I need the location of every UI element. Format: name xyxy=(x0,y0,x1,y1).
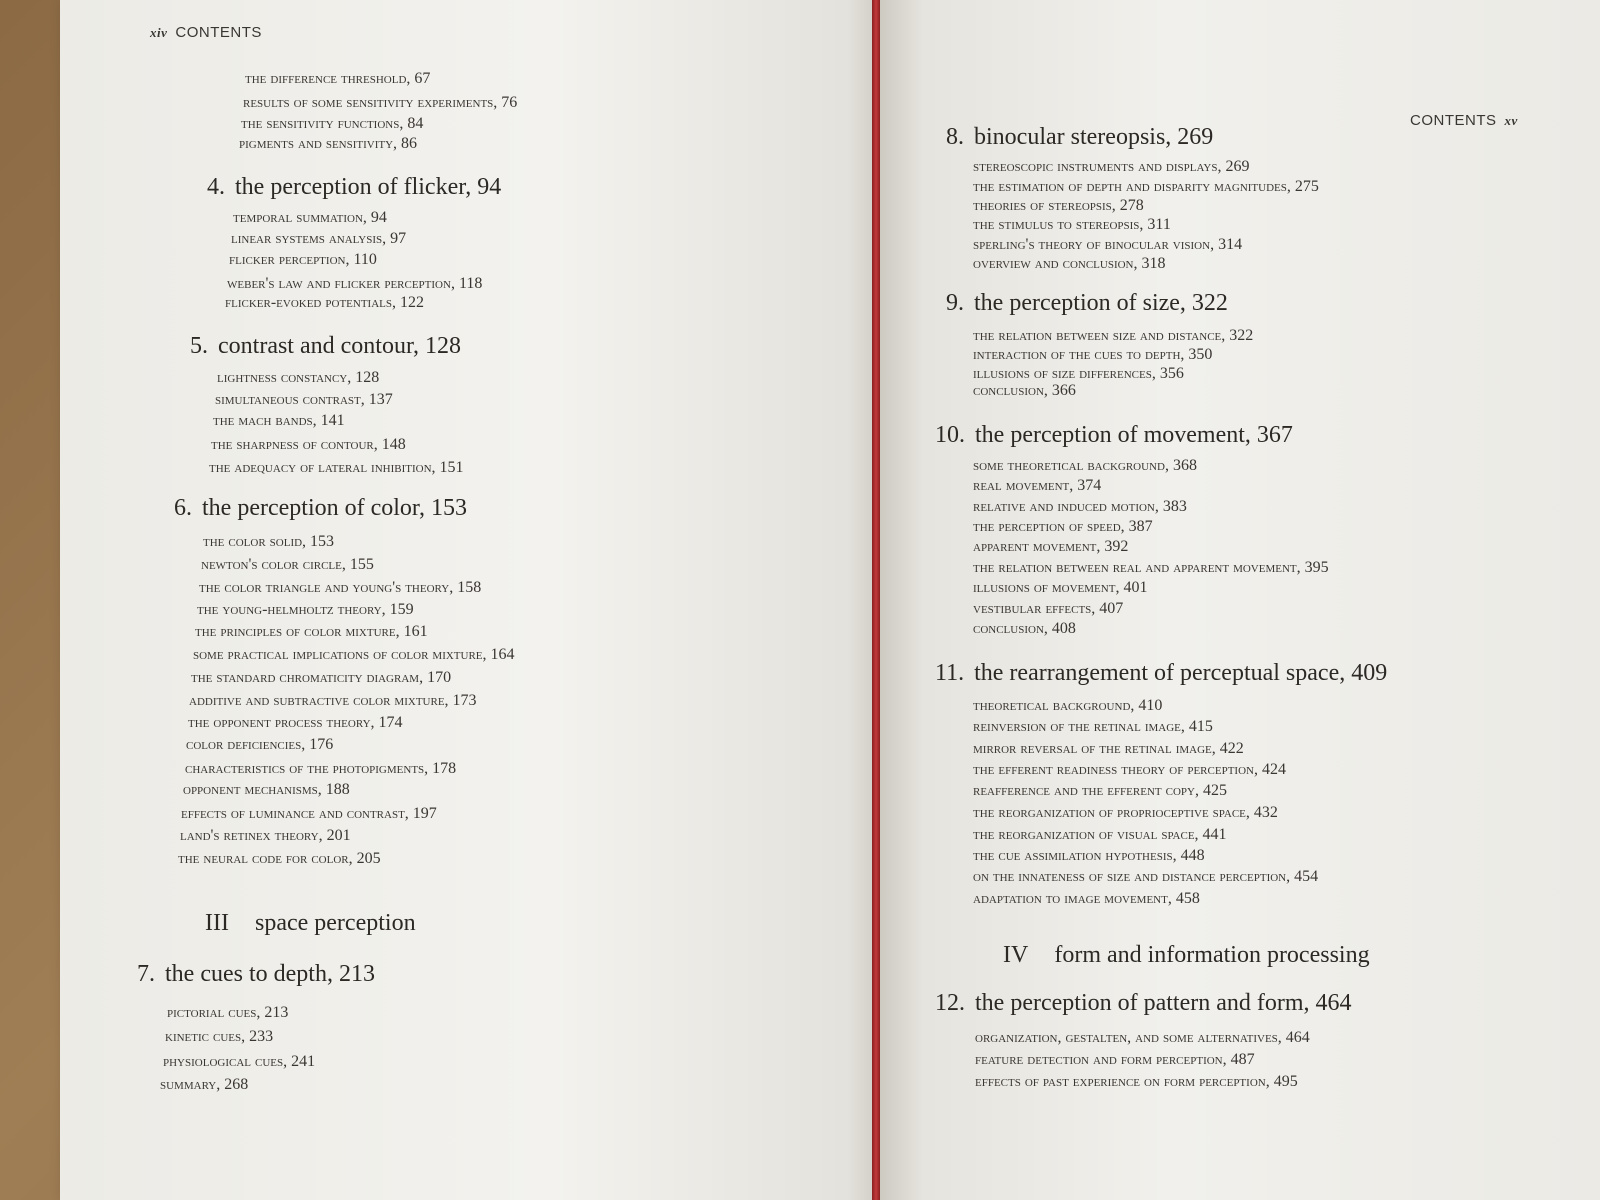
toc-entry: theories of stereopsis, 278 xyxy=(973,197,1144,214)
toc-entry: weber's law and flicker perception, 118 xyxy=(227,275,483,292)
toc-entry: the mach bands, 141 xyxy=(213,412,345,429)
book-spine xyxy=(872,0,880,1200)
toc-entry: reinversion of the retinal image, 415 xyxy=(973,718,1213,735)
right-page-number: xv xyxy=(1504,113,1518,128)
toc-entry: the young-helmholtz theory, 159 xyxy=(197,601,414,618)
left-header-title: CONTENTS xyxy=(175,24,262,41)
toc-entry: mirror reversal of the retinal image, 422 xyxy=(973,740,1244,757)
left-page-header xyxy=(150,24,262,41)
toc-entry: theoretical background, 410 xyxy=(973,697,1163,714)
toc-entry: the reorganization of proprioceptive space, 432 xyxy=(973,804,1278,821)
chapter-heading: 12. the perception of pattern and form, 464 xyxy=(935,990,1352,1016)
toc-entry: vestibular effects, 407 xyxy=(973,600,1124,617)
right-header-title: CONTENTS xyxy=(1410,112,1497,129)
chapter-heading: 9. the perception of size, 322 xyxy=(946,290,1228,316)
toc-entry: color deficiencies, 176 xyxy=(186,736,334,753)
toc-entry: simultaneous contrast, 137 xyxy=(215,391,393,408)
toc-entry: the principles of color mixture, 161 xyxy=(195,623,428,640)
toc-entry: land's retinex theory, 201 xyxy=(180,827,351,844)
toc-entry: opponent mechanisms, 188 xyxy=(183,781,350,798)
toc-entry: temporal summation, 94 xyxy=(233,209,387,226)
toc-entry: the stimulus to stereopsis, 311 xyxy=(973,216,1171,233)
chapter-heading: 6. the perception of color, 153 xyxy=(174,495,467,521)
toc-entry: illusions of size differences, 356 xyxy=(973,365,1184,382)
toc-entry: some practical implications of color mixture, 164 xyxy=(193,646,515,663)
toc-entry: flicker perception, 110 xyxy=(229,251,377,268)
toc-entry: the adequacy of lateral inhibition, 151 xyxy=(209,459,464,476)
toc-entry: kinetic cues, 233 xyxy=(165,1028,274,1045)
toc-entry: the color solid, 153 xyxy=(203,533,335,550)
toc-entry: the relation between real and apparent movement, 395 xyxy=(973,559,1329,576)
toc-entry: apparent movement, 392 xyxy=(973,538,1129,555)
toc-entry: illusions of movement, 401 xyxy=(973,579,1148,596)
toc-entry: newton's color circle, 155 xyxy=(201,556,374,573)
chapter-heading: 5. contrast and contour, 128 xyxy=(190,333,461,359)
toc-entry: the difference threshold, 67 xyxy=(245,70,431,87)
toc-entry: relative and induced motion, 383 xyxy=(973,498,1187,515)
chapter-heading: 8. binocular stereopsis, 269 xyxy=(946,124,1214,150)
toc-entry: effects of luminance and contrast, 197 xyxy=(181,805,437,822)
toc-entry: results of some sensitivity experiments, 76 xyxy=(243,94,518,111)
left-page-number: xiv xyxy=(150,25,168,40)
chapter-heading: 7. the cues to depth, 213 xyxy=(137,961,375,987)
toc-entry: stereoscopic instruments and displays, 269 xyxy=(973,158,1250,175)
toc-entry: the opponent process theory, 174 xyxy=(188,714,403,731)
toc-entry: organization, gestalten, and some alternatives, 464 xyxy=(975,1029,1310,1046)
toc-entry: the neural code for color, 205 xyxy=(178,850,381,867)
toc-entry: flicker-evoked potentials, 122 xyxy=(225,294,424,311)
toc-entry: reafference and the efferent copy, 425 xyxy=(973,782,1227,799)
toc-entry: the standard chromaticity diagram, 170 xyxy=(191,669,452,686)
toc-entry: pictorial cues, 213 xyxy=(167,1004,289,1021)
toc-entry: the sensitivity functions, 84 xyxy=(241,115,424,132)
toc-entry: physiological cues, 241 xyxy=(163,1053,316,1070)
toc-entry: feature detection and form perception, 487 xyxy=(975,1051,1255,1068)
toc-entry: the relation between size and distance, 322 xyxy=(973,327,1254,344)
toc-entry: the cue assimilation hypothesis, 448 xyxy=(973,847,1205,864)
part-heading: IV form and information processing xyxy=(1003,942,1370,968)
toc-entry: the sharpness of contour, 148 xyxy=(211,436,406,453)
chapter-heading: 10. the perception of movement, 367 xyxy=(935,422,1293,448)
right-page-header xyxy=(1410,112,1518,129)
toc-entry: the reorganization of visual space, 441 xyxy=(973,826,1227,843)
toc-entry: interaction of the cues to depth, 350 xyxy=(973,346,1213,363)
toc-entry: lightness constancy, 128 xyxy=(217,369,380,386)
toc-entry: the color triangle and young's theory, 158 xyxy=(199,579,482,596)
toc-entry: pigments and sensitivity, 86 xyxy=(239,135,418,152)
toc-entry: overview and conclusion, 318 xyxy=(973,255,1166,272)
toc-entry: real movement, 374 xyxy=(973,477,1102,494)
toc-entry: adaptation to image movement, 458 xyxy=(973,890,1200,907)
toc-entry: summary, 268 xyxy=(160,1076,249,1093)
chapter-heading: 11. the rearrangement of perceptual space, 409 xyxy=(935,660,1388,686)
part-heading: III space perception xyxy=(205,910,416,936)
toc-entry: additive and subtractive color mixture, 173 xyxy=(189,692,477,709)
toc-entry: the efferent readiness theory of perception, 424 xyxy=(973,761,1286,778)
toc-entry: effects of past experience on form perception, 495 xyxy=(975,1073,1298,1090)
toc-entry: conclusion, 366 xyxy=(973,382,1076,399)
chapter-heading: 4. the perception of flicker, 94 xyxy=(207,174,502,200)
toc-entry: characteristics of the photopigments, 178 xyxy=(185,760,457,777)
toc-entry: sperling's theory of binocular vision, 314 xyxy=(973,236,1243,253)
toc-entry: on the innateness of size and distance perception, 454 xyxy=(973,868,1319,885)
toc-entry: some theoretical background, 368 xyxy=(973,457,1197,474)
toc-entry: conclusion, 408 xyxy=(973,620,1076,637)
toc-entry: the estimation of depth and disparity magnitudes, 275 xyxy=(973,178,1319,195)
toc-entry: linear systems analysis, 97 xyxy=(231,230,407,247)
toc-entry: the perception of speed, 387 xyxy=(973,518,1153,535)
